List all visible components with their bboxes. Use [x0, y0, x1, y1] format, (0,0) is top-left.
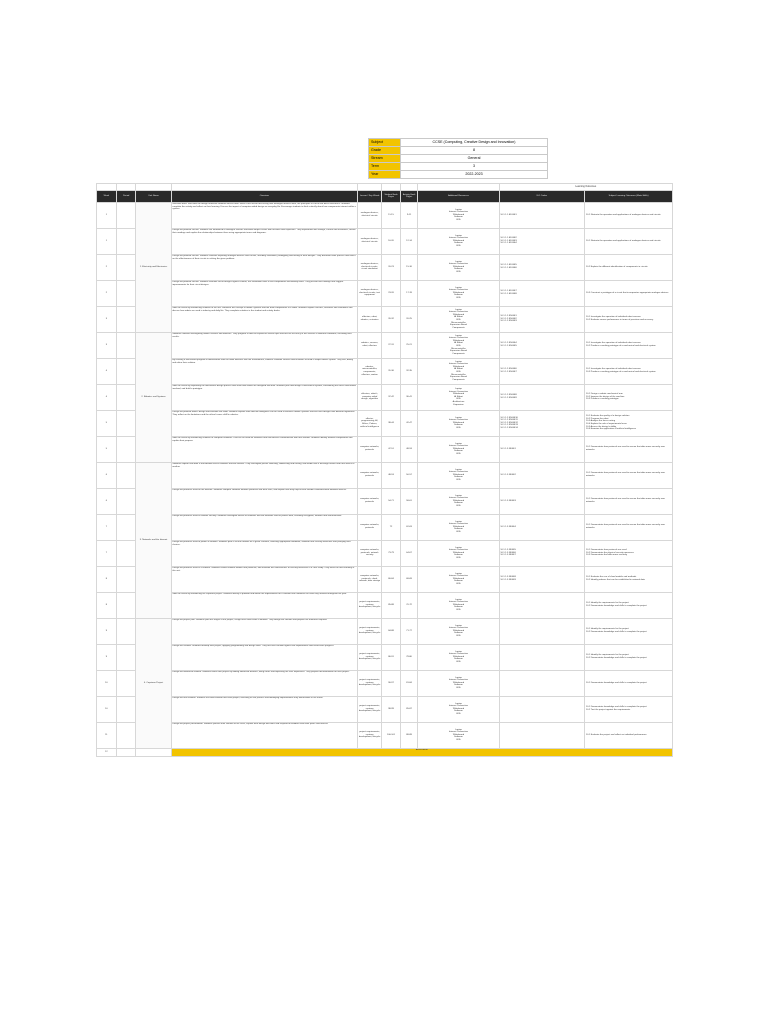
- student-book-pages-cell: 54-71: [382, 488, 401, 514]
- resources-cell: Laptop Internet Connection Whiteboard Software WiFi: [418, 254, 499, 280]
- table-row: [97, 306, 673, 332]
- activity-book-pages-cell: 20-25: [400, 306, 418, 332]
- ilo-codes-cell: 10.1.1.3.NI.BE5 10.1.1.3.NI.BE6 10.1.1.3.NI.BE7: [499, 540, 585, 566]
- activity-book-pages-cell: 64-67: [400, 540, 418, 566]
- table-row: [97, 228, 673, 254]
- ilo-codes-cell: 10.1.1.2.RS.BE8 10.1.1.2.RS.BE9: [499, 384, 585, 410]
- table-row: [97, 280, 673, 306]
- period-cell: [116, 592, 136, 618]
- activity-book-pages-cell: 42-47: [400, 410, 418, 436]
- overview-cell: Welcome back! Start with the design reflection students did last term. Have a first lesson discussing how analogue devices work, the principles of circuit and basic electronics. Students complete the activity and reflect on their learning. Discuss the impact of computer-aided design on everyday life. Encourage students to think critically about how components interact within a system.: [171, 202, 358, 228]
- resources-cell: Laptop Internet Connection Whiteboard Software WiFi: [418, 488, 499, 514]
- learning-outcomes-cell: 10.1 Design a robotic mechanical arm 10.2 Improve the design of the machine 10.3 Produce a working prototype: [585, 384, 673, 410]
- ilo-codes-cell: 10.1.1.1.ED.BE5 10.1.1.1.ED.BE6: [499, 254, 585, 280]
- overview-cell: Design the protocols used to protect a network. Students plan a secure network for a given scenario, selecting appropriate hardware, software and security measures and justifying their choices.: [171, 540, 358, 566]
- table-row: [97, 566, 673, 592]
- learning-outcomes-cell: 10.1 Demonstrate how protocols are used 10.2 Demonstrate the physical security measures 10.3 Demonstrate that data move securely: [585, 540, 673, 566]
- keywords-cell: project requirements, systems development, lifecycle: [358, 618, 382, 644]
- header-spacer: [116, 184, 136, 191]
- week-cell: 8: [97, 566, 117, 592]
- column-header: Additional Resources: [418, 190, 499, 202]
- header-spacer: [358, 184, 382, 191]
- week-cell: 8: [97, 592, 117, 618]
- ilo-codes-cell: [499, 696, 585, 722]
- period-cell: [116, 540, 136, 566]
- unit-name-cell: 4. Capstone Project: [136, 618, 171, 748]
- learning-outcomes-cell: 10.1 Investigate the operation of individual robot sensors 10.2 Evaluate sensor performance in terms of precision and accuracy: [585, 306, 673, 332]
- ilo-codes-cell: [499, 670, 585, 696]
- column-header: Lesson / Key Words: [358, 190, 382, 202]
- table-row: [97, 514, 673, 540]
- activity-book-pages-cell: 58-61: [400, 488, 418, 514]
- resources-cell: Laptop Internet Connection Whiteboard AI Robot WiFi Microcontroller Expansion Board Components: [418, 358, 499, 384]
- ilo-codes-cell: 10.1.1.1.ED.BE2 10.1.1.1.ED.BE3 10.1.1.1.ED.BE4: [499, 228, 585, 254]
- ilo-codes-cell: 10.1.1.3.NI.BE2: [499, 462, 585, 488]
- overview-cell: By creating a task-based program to demonstrate how the robot interacts with the environment, students combine sensors and actuators to build a simple robotic system. They test, debug and refine their solution.: [171, 358, 358, 384]
- ilo-codes-cell: 10.1.1.3.NI.BE3: [499, 488, 585, 514]
- keywords-cell: computer networks, protocols: [358, 436, 382, 462]
- learning-outcomes-cell: 10.1 Identify the requirements for the project 10.2 Demonstrate knowledge and skills to complete the project: [585, 644, 673, 670]
- column-header: Student Book Pages: [382, 190, 401, 202]
- keywords-cell: computer networks, protocols: [358, 488, 382, 514]
- table-row: [97, 696, 673, 722]
- header-spacer: [400, 184, 418, 191]
- activity-book-pages-cell: 36-41: [400, 384, 418, 410]
- learning-outcomes-cell: 10.1 Identify the requirements for the project 10.2 Demonstrate knowledge and skills to complete the project: [585, 592, 673, 618]
- period-cell: [116, 436, 136, 462]
- header-spacer: [171, 184, 358, 191]
- table-row: [97, 618, 673, 644]
- week-cell: 6: [97, 488, 117, 514]
- ilo-codes-cell: 10.1.1.3.NI.BE1: [499, 436, 585, 462]
- student-book-pages-cell: 16-20: [382, 228, 401, 254]
- subject-info-table: [368, 138, 548, 179]
- keywords-cell: analogue devices, electrical circuits: [358, 228, 382, 254]
- resources-cell: Laptop Internet Connection Whiteboard Software WiFi: [418, 540, 499, 566]
- activity-book-pages-cell: 9-11: [400, 202, 418, 228]
- student-book-pages-cell: 80-84: [382, 566, 401, 592]
- learning-outcomes-cell: 10.1 Illustrate the operation and applications of analogue devices and circuits: [585, 202, 673, 228]
- info-key: Grade: [369, 147, 401, 155]
- student-book-pages-cell: 20-23: [382, 254, 401, 280]
- learning-outcomes-cell: 10.1 Evaluate the quality of a design solution 10.2 Program the robot 10.3 Analyse the forces acting 10.4 Explain the role of experimental error 10.5 Assess the design's ability 10.6 Examine the application of artificial intelligence: [585, 410, 673, 436]
- table-row: [97, 410, 673, 436]
- week-cell: 7: [97, 540, 117, 566]
- table-row: [97, 488, 673, 514]
- period-cell: [116, 696, 136, 722]
- ilo-codes-cell: 10.1.1.2.RS.BE1 10.1.1.2.RS.BE2 10.1.1.2.RS.BE3: [499, 306, 585, 332]
- period-cell: [116, 514, 136, 540]
- learning-outcomes-cell: 10.1 Demonstrate how protocols are used to ensure that data move securely over networks: [585, 462, 673, 488]
- period-cell: [116, 644, 136, 670]
- week-cell: 3: [97, 306, 117, 332]
- info-key: Term: [369, 163, 401, 171]
- activity-book-pages-cell: 12-14: [400, 228, 418, 254]
- table-row: [97, 254, 673, 280]
- activity-book-pages-cell: 85-87: [400, 696, 418, 722]
- period-cell: [116, 488, 136, 514]
- activity-book-pages-cell: 15-16: [400, 254, 418, 280]
- ilo-codes-cell: [499, 592, 585, 618]
- activity-book-pages-cell: 70-72: [400, 592, 418, 618]
- overview-cell: Design the project presentation. Students present their solution to the class, explain their design decisions and respond to feedback from their peers and teacher.: [171, 722, 358, 748]
- week-cell: 7: [97, 514, 117, 540]
- week-cell: 2: [97, 254, 117, 280]
- learning-outcomes-cell: 10.1 Investigate the operation of individual robot sensors 10.2 Produce a working prototype of a mechanical and electrical system: [585, 332, 673, 358]
- ilo-codes-cell: 10.1.1.1.ED.BE7 10.1.1.1.ED.BE8: [499, 280, 585, 306]
- keywords-cell: computer networks, protocols: [358, 462, 382, 488]
- student-book-pages-cell: 38-44: [382, 410, 401, 436]
- ilo-codes-cell: 10.1.1.3.NI.BE4: [499, 514, 585, 540]
- header-spacer: [418, 184, 499, 191]
- week-cell: 4: [97, 358, 117, 384]
- period-cell: [116, 384, 136, 410]
- period-cell: [116, 722, 136, 748]
- keywords-cell: project requirements, systems development, lifecycle: [358, 644, 382, 670]
- keywords-cell: analogue devices, electrical circuits, test equipment: [358, 280, 382, 306]
- resources-cell: Laptop Internet Connection Whiteboard AI Robot WiFi Microcontroller Expansion Board Components: [418, 306, 499, 332]
- table-row: [97, 592, 673, 618]
- student-book-pages-cell: 85-88: [382, 592, 401, 618]
- period-cell: [116, 618, 136, 644]
- column-header: Overview: [171, 190, 358, 202]
- activity-book-pages-cell: 68-69: [400, 566, 418, 592]
- week-cell: 10: [97, 670, 117, 696]
- ilo-codes-cell: [499, 644, 585, 670]
- student-book-pages-cell: 90-97: [382, 670, 401, 696]
- activity-book-pages-cell: 62-63: [400, 514, 418, 540]
- ilo-codes-cell: [499, 618, 585, 644]
- overview-cell: Start the lesson by introducing students to the unit. Introduce the concept of robotic systems and the main components of a robot. Students explore sensors, actuators and controllers and discuss how robots are used in industry and daily life. They complete activities in the student and activity books.: [171, 306, 358, 332]
- learning-outcomes-cell: 10.1 Investigate the operation of individual robot sensors 10.3 Produce a working prototype of a mechanical and electrical system: [585, 358, 673, 384]
- week-cell: 1: [97, 228, 117, 254]
- unit-name-cell: 1. Electricity and Electronics: [136, 202, 171, 332]
- student-book-pages-cell: 100-101: [382, 722, 401, 748]
- week-cell: 1: [97, 202, 117, 228]
- period-cell: [116, 566, 136, 592]
- info-value: 2022-2023: [401, 171, 548, 179]
- keywords-cell: effector, programming, AI, Ethics, Pattern, artificial intelligence: [358, 410, 382, 436]
- learning-outcomes-cell: 10.1 Illustrate the operation and applications of analogue devices and circuits: [585, 228, 673, 254]
- period-cell: [116, 254, 136, 280]
- week-cell: 9: [97, 618, 117, 644]
- assessment-label: Assessment: [171, 748, 672, 757]
- student-book-pages-cell: 73-79: [382, 540, 401, 566]
- activity-book-pages-cell: 32-35: [400, 358, 418, 384]
- info-value: CCSE (Computing, Creative Design and Innovation): [401, 139, 548, 147]
- column-header: Unit Name: [136, 190, 171, 202]
- keywords-cell: project requirements, systems development, lifecycle: [358, 696, 382, 722]
- activity-book-pages-cell: 81-84: [400, 670, 418, 696]
- column-header: Subject Learning Outcomes (Meta-Skills): [585, 190, 673, 202]
- learning-outcomes-cell: 10.3 Construct a prototype of a circuit that incorporates appropriate analogue devices: [585, 280, 673, 306]
- resources-cell: Laptop Internet Connection Whiteboard Software WiFi: [418, 228, 499, 254]
- info-key: Year: [369, 171, 401, 179]
- learning-outcomes-cell: 10.1 Identify the requirements for the project 10.2 Demonstrate knowledge and skills to complete the project: [585, 618, 673, 644]
- period-cell: [116, 202, 136, 228]
- resources-cell: Laptop Internet Connection Whiteboard Software WiFi: [418, 566, 499, 592]
- student-book-pages-cell: 86-91: [382, 644, 401, 670]
- info-value: General: [401, 155, 548, 163]
- overview-cell: Design the final solution. Students test and evaluate their final project, reflecting on the process and identifying improvements they would make in the future.: [171, 696, 358, 722]
- activity-book-pages-cell: 25-21: [400, 332, 418, 358]
- student-book-pages-cell: 84-88: [382, 618, 401, 644]
- overview-cell: Design the advanced solution. Students refine their project by adding advanced features, fixing errors and improving the user experience. They prepare documentation for their project.: [171, 670, 358, 696]
- student-book-pages-cell: 72: [382, 514, 401, 540]
- keywords-cell: computer networks, protocols, cloud, network, data storage: [358, 566, 382, 592]
- table-row: [97, 644, 673, 670]
- table-row: [97, 384, 673, 410]
- overview-cell: Start the lesson by explaining the mechanical design process and show how robots are designed and built. Students plan and design a mechanical system, considering the forces and motion involved, and build a prototype.: [171, 384, 358, 410]
- keywords-cell: effectors, robot, robotics, actuators: [358, 306, 382, 332]
- info-key: Subject: [369, 139, 401, 147]
- student-book-pages-cell: 23-26: [382, 280, 401, 306]
- learning-outcomes-cell: 10.1 Demonstrate how protocols are used to ensure that data move securely over networks: [585, 436, 673, 462]
- resources-cell: Laptop Internet Connection Whiteboard Software WiFi: [418, 202, 499, 228]
- overview-cell: Students continue investigating robotic sensors and effectors. They program a robot to respond to sensor input and test the accuracy of the sensors in different conditions, recording their results.: [171, 332, 358, 358]
- resources-cell: Laptop Internet Connection Whiteboard Software WiFi: [418, 644, 499, 670]
- unit-name-cell: 3. Networks and the Internet: [136, 462, 171, 618]
- overview-cell: Design the planned circuits. Students are introduced to analogue sensors and build simple circuits with resistors and capacitors. They experiment with voltage, current and resistance, record their readings and explain the relationships between them using appropriate terms and diagrams.: [171, 228, 358, 254]
- keywords-cell: project requirements, systems development, lifecycle: [358, 722, 382, 748]
- overview-cell: Design the project plan. Students plan the stages of the project, assign tasks and create a timeline. They design the solution and prepare the materials required.: [171, 618, 358, 644]
- period-cell: [116, 462, 136, 488]
- period-cell: [116, 410, 136, 436]
- keywords-cell: project requirements, systems development, lifecycle: [358, 670, 382, 696]
- table-row: [97, 462, 673, 488]
- period-cell: [116, 748, 136, 757]
- overview-cell: Design the planned circuits. Students continue exploring analogue devices and circuits, including simulation, prototyping and testing of their designs. They document their process and reflect on the effectiveness of their circuits in solving the given problem.: [171, 254, 358, 280]
- activity-book-pages-cell: 78-80: [400, 644, 418, 670]
- overview-cell: Design the protocols used in network security. Students investigate threats to networks and the methods used to protect data, including encryption, firewalls and authentication.: [171, 514, 358, 540]
- resources-cell: Laptop Internet Connection Whiteboard Software WiFi: [418, 410, 499, 436]
- learning-outcomes-cell: 10.1 Demonstrate knowledge and skills to complete the project: [585, 670, 673, 696]
- ilo-codes-cell: 10.1.1.1.ED.BE1: [499, 202, 585, 228]
- student-book-pages-cell: 98-99: [382, 696, 401, 722]
- assessment-row: [97, 748, 673, 757]
- learning-outcomes-cell: 10.1 Evaluate the use of cloud models and methods 10.2 Identify patterns that can be established in network data: [585, 566, 673, 592]
- keywords-cell: analogue devices, electrical circuits: [358, 202, 382, 228]
- period-cell: [116, 306, 136, 332]
- keywords-cell: robotics, microcontroller, components, effectors, motion: [358, 358, 382, 384]
- info-key: Stream: [369, 155, 401, 163]
- learning-outcomes-cell: 10.2 Explain the different identification of components in circuits: [585, 254, 673, 280]
- ilo-codes-cell: [499, 722, 585, 748]
- ilo-codes-cell: 10.1.1.2.RS.BE10 10.1.1.2.RS.BE11 10.1.1.2.RS.BE12 10.1.1.2.RS.BE13 10.1.1.2.RS.BE14: [499, 410, 585, 436]
- period-cell: [116, 670, 136, 696]
- overview-cell: Start the lesson by introducing students to computer networks. Discuss the need for networks and how devices communicate with one another. Students identify network components and explain their purpose.: [171, 436, 358, 462]
- activity-book-pages-cell: 50-57: [400, 462, 418, 488]
- overview-cell: Design the protocols used in a network. Students review network models and protocols, and evaluate the effectiveness of security measures in a case study. They reflect on their learning in this unit.: [171, 566, 358, 592]
- resources-cell: Laptop Internet Connection Whiteboard AI Robot WiFi Microcontroller Expansion Board Components: [418, 332, 499, 358]
- table-row: [97, 722, 673, 748]
- resources-cell: Laptop Internet Connection Whiteboard Software WiFi: [418, 436, 499, 462]
- period-cell: [116, 332, 136, 358]
- keywords-cell: effectors, robot's, computer aided design, algorithm: [358, 384, 382, 410]
- resources-cell: Laptop Internet Connection Whiteboard Software WiFi: [418, 696, 499, 722]
- activity-book-pages-cell: 17-19: [400, 280, 418, 306]
- curriculum-plan-table: [96, 183, 673, 757]
- keywords-cell: computer networks, protocols, network security: [358, 540, 382, 566]
- ilo-codes-cell: 10.1.1.2.RS.BE6 10.1.1.2.RS.BE7: [499, 358, 585, 384]
- student-book-pages-cell: 11-15: [382, 202, 401, 228]
- week-cell: 9: [97, 644, 117, 670]
- table-row: [97, 332, 673, 358]
- learning-outcomes-cell: 10.1 Evaluate the project and reflect on individual performance: [585, 722, 673, 748]
- column-header: Period: [116, 190, 136, 202]
- header-spacer: [97, 184, 117, 191]
- student-book-pages-cell: 27-31: [382, 332, 401, 358]
- period-cell: [116, 280, 136, 306]
- student-book-pages-cell: 37-42: [382, 384, 401, 410]
- week-cell: 11: [97, 722, 117, 748]
- info-value: 3: [401, 163, 548, 171]
- keywords-cell: computer networks, protocols: [358, 514, 382, 540]
- week-cell: 3: [97, 332, 117, 358]
- learning-outcomes-cell: 10.1 Demonstrate how protocols are used to ensure that data move securely over networks: [585, 488, 673, 514]
- unit-name-cell: [136, 748, 171, 757]
- resources-cell: Laptop Internet Connection Whiteboard Software WiFi: [418, 670, 499, 696]
- resources-cell: Laptop Internet Connection Whiteboard AI Robot WiFi Architecture Expansion: [418, 384, 499, 410]
- info-value: 8: [401, 147, 548, 155]
- student-book-pages-cell: 48-53: [382, 462, 401, 488]
- activity-book-pages-cell: 48-53: [400, 436, 418, 462]
- activity-book-pages-cell: 88-89: [400, 722, 418, 748]
- week-cell: 2: [97, 280, 117, 306]
- student-book-pages-cell: 47-51: [382, 436, 401, 462]
- keywords-cell: robotics, sensors, robot, effectors: [358, 332, 382, 358]
- period-cell: [116, 228, 136, 254]
- learning-outcomes-cell: 10.1 Demonstrate knowledge and skills to complete the project 10.2 Test the project against the requirements: [585, 696, 673, 722]
- overview-cell: Design the planned robot's design and evaluate the robot. Students explore how artificial intelligence can be used to enhance robotic systems and test their designs with different algorithms. They reflect on the limitations and the ethical issues of AI in robotics.: [171, 410, 358, 436]
- column-header: Week: [97, 190, 117, 202]
- table-row: [97, 540, 673, 566]
- resources-cell: Laptop Internet Connection Whiteboard Software WiFi: [418, 592, 499, 618]
- keywords-cell: project requirements, systems development, lifecycle: [358, 592, 382, 618]
- week-cell: 4: [97, 384, 117, 410]
- column-header: Activity Book Pages: [400, 190, 418, 202]
- table-row: [97, 202, 673, 228]
- student-book-pages-cell: 31-36: [382, 358, 401, 384]
- header-spacer: [382, 184, 401, 191]
- resources-cell: Laptop Internet Connection Whiteboard Software WiFi: [418, 280, 499, 306]
- overview-cell: Design the planned circuits. Students evaluate circuit designs against criteria, use simulation tools to test components and identify faults. They present their findings and suggest improvements for their circuit designs.: [171, 280, 358, 306]
- ilo-codes-cell: 10.1.1.2.RS.BE4 10.1.1.2.RS.BE5: [499, 332, 585, 358]
- activity-book-pages-cell: 71-77: [400, 618, 418, 644]
- table-row: [97, 436, 673, 462]
- student-book-pages-cell: 26-32: [382, 306, 401, 332]
- overview-cell: Design the protocols used on the internet. Students compare common network protocols and their uses, and explain how they help ensure reliable communication between devices.: [171, 488, 358, 514]
- column-header: ILO Codes: [499, 190, 585, 202]
- week-cell: 5: [97, 410, 117, 436]
- table-row: [97, 670, 673, 696]
- resources-cell: Laptop Internet Connection Whiteboard Software WiFi: [418, 462, 499, 488]
- week-cell: 10: [97, 696, 117, 722]
- week-cell: 12: [97, 748, 117, 757]
- learning-outcomes-cell: 10.1 Demonstrate how protocols are used to ensure that data move securely over networks: [585, 514, 673, 540]
- resources-cell: Laptop Internet Connection Whiteboard Software WiFi: [418, 722, 499, 748]
- overview-cell: Students explore how data is transmitted across networks and the internet. They investigate packet switching, addressing and routing, and model how a message travels from one device to another.: [171, 462, 358, 488]
- ilo-codes-cell: 10.1.1.3.NI.BE8 10.1.1.3.NI.BE9: [499, 566, 585, 592]
- week-cell: 6: [97, 462, 117, 488]
- header-spacer: [136, 184, 171, 191]
- unit-name-cell: 2. Robotics and Systems: [136, 332, 171, 462]
- keywords-cell: analogue devices, electrical circuits, circuit simulation: [358, 254, 382, 280]
- resources-cell: Laptop Internet Connection Whiteboard Software WiFi: [418, 514, 499, 540]
- learning-outcomes-header: Learning Outcomes: [499, 184, 672, 191]
- period-cell: [116, 358, 136, 384]
- resources-cell: Laptop Internet Connection Whiteboard Software WiFi: [418, 618, 499, 644]
- table-row: [97, 358, 673, 384]
- overview-cell: Start the lesson by introducing the capstone project. Students identify a problem and define the requirements for a solution that combines the skills they learned throughout the year.: [171, 592, 358, 618]
- overview-cell: Design the solution. Students develop their project, applying programming and design skills. They test their solution against the requirements and record their progress.: [171, 644, 358, 670]
- week-cell: 5: [97, 436, 117, 462]
